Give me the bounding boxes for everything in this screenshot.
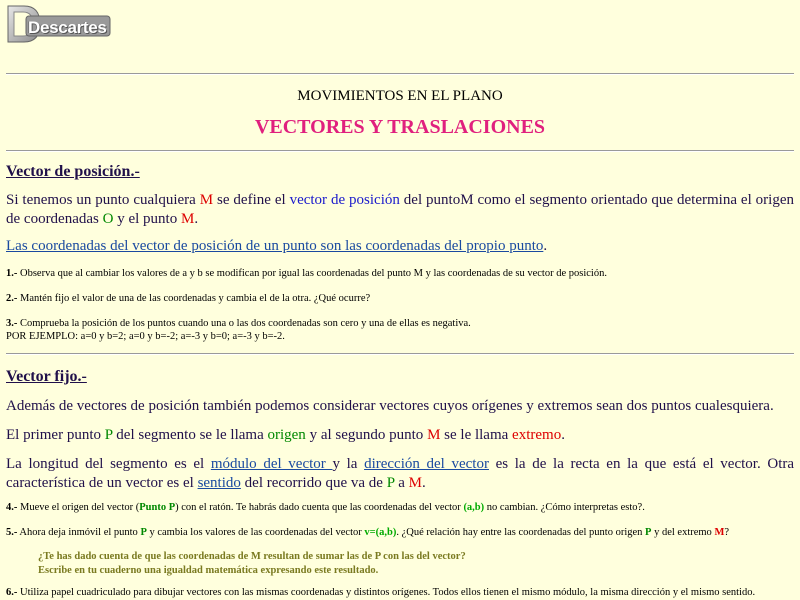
section-heading-vector-posicion: Vector de posición.- <box>6 163 140 180</box>
vector-posicion-term: vector de posición <box>289 192 400 208</box>
item-2: 2.- Mantén fijo el valor de una de las coordenadas y cambia el de la otra. ¿Qué ocurre? <box>6 293 371 304</box>
page-subtitle: MOVIMIENTOS EN EL PLANO <box>297 88 503 104</box>
descartes-logo <box>6 4 112 44</box>
modulo-link[interactable]: módulo del vector <box>210 456 333 472</box>
point-m-label: M <box>199 192 214 208</box>
paragraph-modulo-direccion: La longitud del segmento es el módulo del vector y la dirección del vector es la de la recta en la que está el vector. Otra característica de un vector es el sentido del recorrido que va de P a M. <box>6 456 795 491</box>
item-6: 6.- Utiliza papel cuadriculado para dibujar vectores con las mismas coordenadas y distintos orígenes. Todos ellos tienen el mismo módulo, la misma dirección y el mismo sentido. <box>6 587 756 598</box>
origin-o-label: O <box>102 211 114 227</box>
item-5: 5.- Ahora deja inmóvil el punto P y cambia los valores de las coordenadas del vector v=(a,b). ¿Qué relación hay entre las coordenadas del punto origen P y del extremo M? <box>6 527 730 538</box>
coordenadas-link[interactable]: Las coordenadas del vector de posición de un punto son las coordenadas del propio punto <box>6 238 544 254</box>
logo-text: Descartes <box>28 18 107 37</box>
page-title: VECTORES Y TRASLACIONES <box>254 116 546 138</box>
divider-1 <box>6 150 794 152</box>
item-1: 1.- Observa que al cambiar los valores de a y b se modifican por igual las coordenadas del punto M y las coordenadas de su vector de posición. <box>6 268 607 279</box>
item-3-example: POR EJEMPLO: a=0 y b=2; a=0 y b=-2; a=-3 y b=0; a=-3 y b=-2. <box>6 331 285 342</box>
origen-term: origen <box>267 427 306 443</box>
item-4: 4.- Mueve el origen del vector (Punto P) con el ratón. Te habrás dado cuenta que las coordenadas del vector (a,b) no cambian. ¿Cómo interpretas esto?. <box>6 502 645 513</box>
section-heading-vector-fijo: Vector fijo.- <box>6 368 87 385</box>
paragraph-vectores: Además de vectores de posición también podemos considerar vectores cuyos orígenes y extremos sean dos puntos cualesquiera. <box>6 398 774 414</box>
sentido-link[interactable]: sentido <box>197 475 241 491</box>
paragraph-origen-extremo: El primer punto P del segmento se le llama origen y al segundo punto M se le llama extremo. <box>6 427 565 443</box>
question-block: ¿Te has dado cuenta de que las coordenadas de M resultan de sumar las de P con las del vector? Escribe en tu cuaderno una igualdad matemática expresando este resultado. <box>38 551 466 576</box>
divider-2 <box>6 353 794 355</box>
extremo-term: extremo <box>512 427 562 443</box>
divider-top <box>6 73 794 75</box>
paragraph-coordenadas: Las coordenadas del vector de posición de un punto son las coordenadas del propio punto. <box>6 238 548 254</box>
paragraph-definicion: Si tenemos un punto cualquiera M se define el vector de posición del puntoM como el segmento orientado que determina el origen de coordenadas O y el punto M. <box>6 192 794 227</box>
direccion-link[interactable]: dirección del vector <box>364 456 489 472</box>
item-3: 3.- Comprueba la posición de los puntos cuando una o las dos coordenadas son cero y una de ellas es negativa. POR EJEMPLO: a=0 y b=2; a=0 y b=-2; a=-3 y b=0; a=-3 y b=-2. <box>6 318 471 342</box>
